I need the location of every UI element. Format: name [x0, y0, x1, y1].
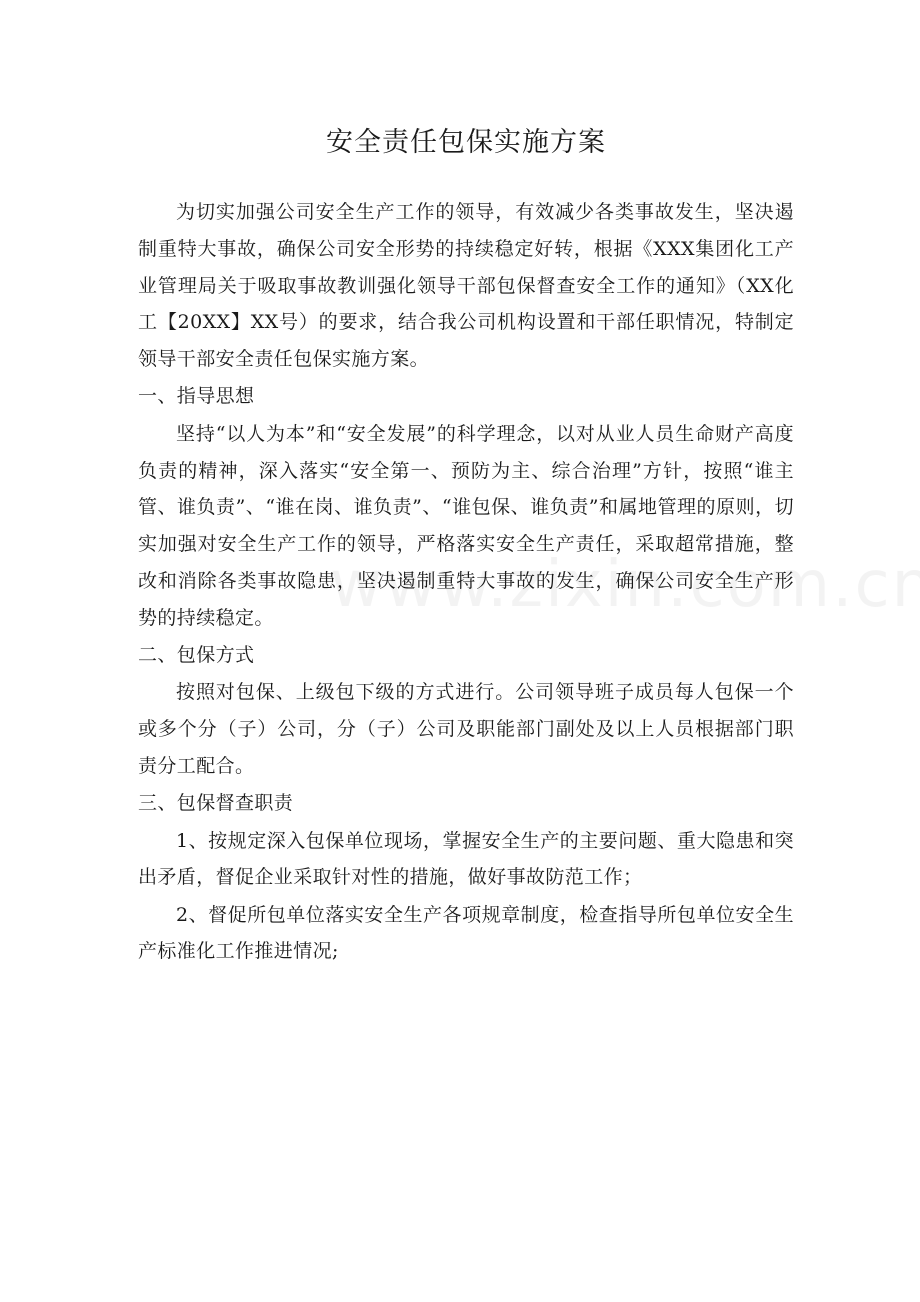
- intro-paragraph: 为切实加强公司安全生产工作的领导，有效减少各类事故发生，坚决遏制重特大事故，确保公司安全形势的持续稳定好转，根据《XXX集团化工产业管理局关于吸取事故教训强化领导干部包保督查安全工作的通知》（XX化工【20XX】XX号）的要求，结合我公司机构设置和干部任职情况，特制定领导干部安全责任包保实施方案。: [138, 201, 794, 371]
- section-3-paragraph-2: 2、督促所包单位落实安全生产各项规章制度，检查指导所包单位安全生产标准化工作推进情况;: [138, 903, 794, 963]
- section-1-paragraph-1: 坚持“以人为本”和“安全发展”的科学理念，以对从业人员生命财产高度负责的精神，深入落实“安全第一、预防为主、综合治理”方针，按照“谁主管、谁负责”、“谁在岗、谁负责”、“谁包保、谁负责”和属地管理的原则，切实加强对安全生产工作的领导，严格落实安全生产责任，采取超常措施，整改和消除各类事故隐患，坚决遏制重特大事故的发生，确保公司安全生产形势的持续稳定。: [138, 422, 794, 629]
- section-1-heading: 一、指导思想: [138, 385, 255, 408]
- section-3-heading: 三、包保督查职责: [138, 792, 294, 815]
- section-3-paragraph-1: 1、按规定深入包保单位现场，掌握安全生产的主要问题、重大隐患和突出矛盾，督促企业采取针对性的措施，做好事故防范工作；: [138, 829, 794, 889]
- section-2-paragraph-1: 按照对包保、上级包下级的方式进行。公司领导班子成员每人包保一个或多个分（子）公司，分（子）公司及职能部门副处及以上人员根据部门职责分工配合。: [138, 681, 794, 777]
- document-title: 安全责任包保实施方案: [326, 127, 606, 158]
- section-2-heading: 二、包保方式: [138, 644, 255, 667]
